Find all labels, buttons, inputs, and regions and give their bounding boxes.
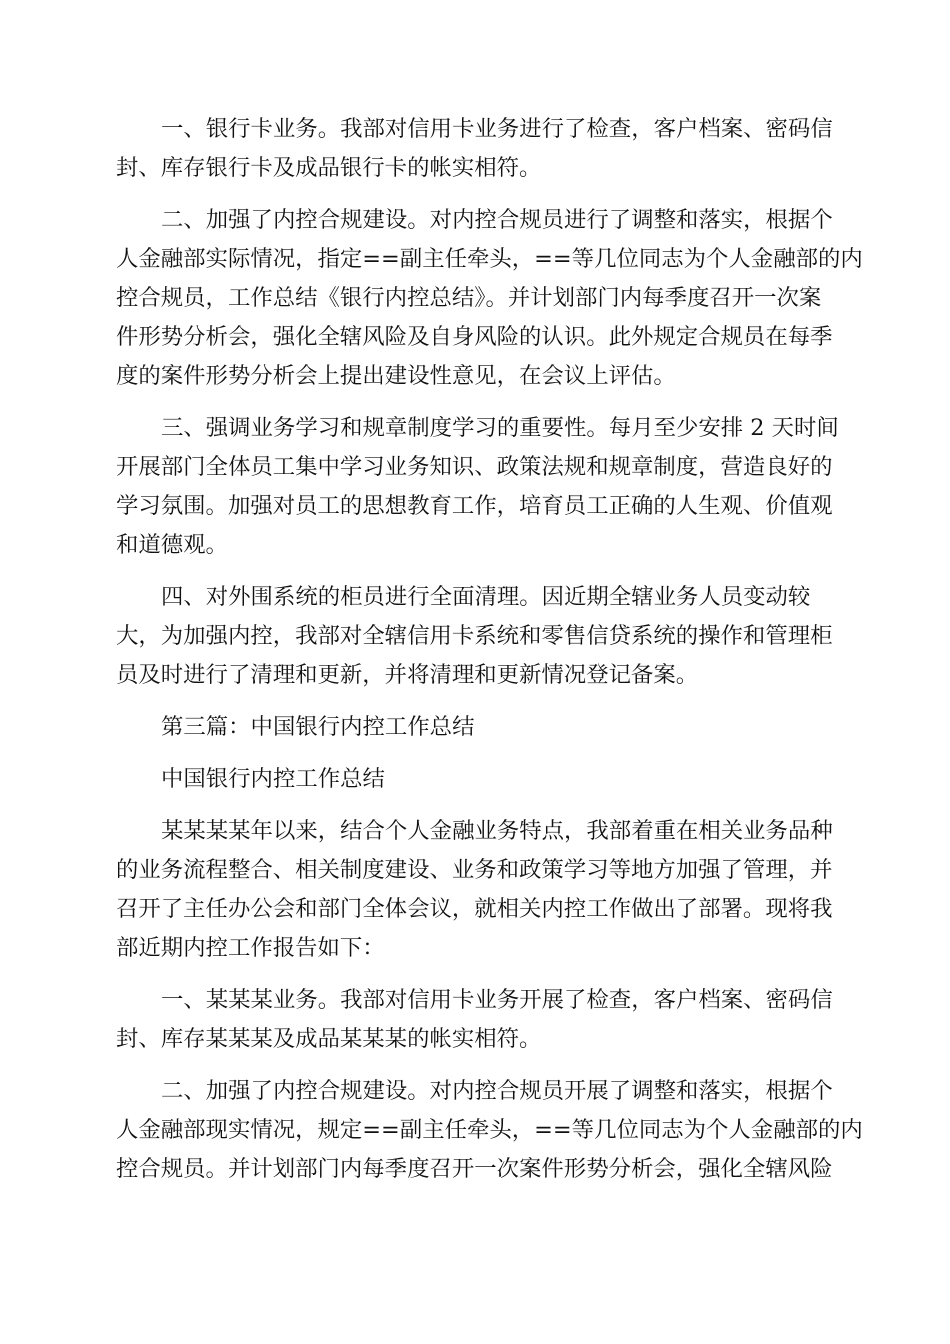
intro-paragraph-line-2: 的业务流程整合、相关制度建设、业务和政策学习等地方加强了管理，并 [116, 857, 833, 883]
paragraph-4-line-1: 四、对外围系统的柜员进行全面清理。因近期全辖业务人员变动较 [161, 584, 811, 610]
intro-paragraph-line-3: 召开了主任办公会和部门全体会议，就相关内控工作做出了部署。现将我 [116, 896, 833, 922]
intro-paragraph-line-1: 某某某某年以来，结合个人金融业务特点，我部着重在相关业务品种 [161, 818, 833, 844]
paragraph-3-line-2: 开展部门全体员工集中学习业务知识、政策法规和规章制度，营造良好的 [116, 454, 833, 480]
paragraph-4-line-3: 员及时进行了清理和更新，并将清理和更新情况登记备案。 [116, 662, 699, 688]
paragraph-3-line-4: 和道德观。 [116, 532, 228, 558]
paragraph-2-line-1: 二、加强了内控合规建设。对内控合规员进行了调整和落实，根据个 [161, 207, 833, 233]
paragraph-2-line-3: 控合规员，工作总结《银行内控总结》。并计划部门内每季度召开一次案 [116, 285, 822, 311]
paragraph-2-line-2: 人金融部实际情况，指定==副主任牵头，==等几位同志为个人金融部的内 [116, 246, 863, 272]
paragraph-6-line-2: 人金融部现实情况，规定==副主任牵头，==等几位同志为个人金融部的内 [116, 1117, 863, 1143]
paragraph-2-line-5: 度的案件形势分析会上提出建设性意见，在会议上评估。 [116, 363, 676, 389]
paragraph-5-line-1: 一、某某某业务。我部对信用卡业务开展了检查，客户档案、密码信 [161, 987, 833, 1013]
paragraph-1-line-1: 一、银行卡业务。我部对信用卡业务进行了检查，客户档案、密码信 [161, 116, 833, 142]
paragraph-3-line-1: 三、强调业务学习和规章制度学习的重要性。每月至少安排 2 天时间 [161, 415, 839, 441]
section-heading: 第三篇：中国银行内控工作总结 [161, 714, 475, 740]
paragraph-3-line-3: 学习氛围。加强对员工的思想教育工作，培育员工正确的人生观、价值观 [116, 493, 833, 519]
paragraph-6-line-3: 控合规员。并计划部门内每季度召开一次案件形势分析会，强化全辖风险 [116, 1156, 833, 1182]
paragraph-5-line-2: 封、库存某某某及成品某某某的帐实相符。 [116, 1026, 542, 1052]
intro-paragraph-line-4: 部近期内控工作报告如下： [116, 935, 385, 961]
paragraph-1-line-2: 封、库存银行卡及成品银行卡的帐实相符。 [116, 155, 542, 181]
document-title: 中国银行内控工作总结 [161, 766, 385, 792]
paragraph-4-line-2: 大，为加强内控，我部对全辖信用卡系统和零售信贷系统的操作和管理柜 [116, 623, 833, 649]
paragraph-2-line-4: 件形势分析会，强化全辖风险及自身风险的认识。此外规定合规员在每季 [116, 324, 833, 350]
paragraph-6-line-1: 二、加强了内控合规建设。对内控合规员开展了调整和落实，根据个 [161, 1078, 833, 1104]
